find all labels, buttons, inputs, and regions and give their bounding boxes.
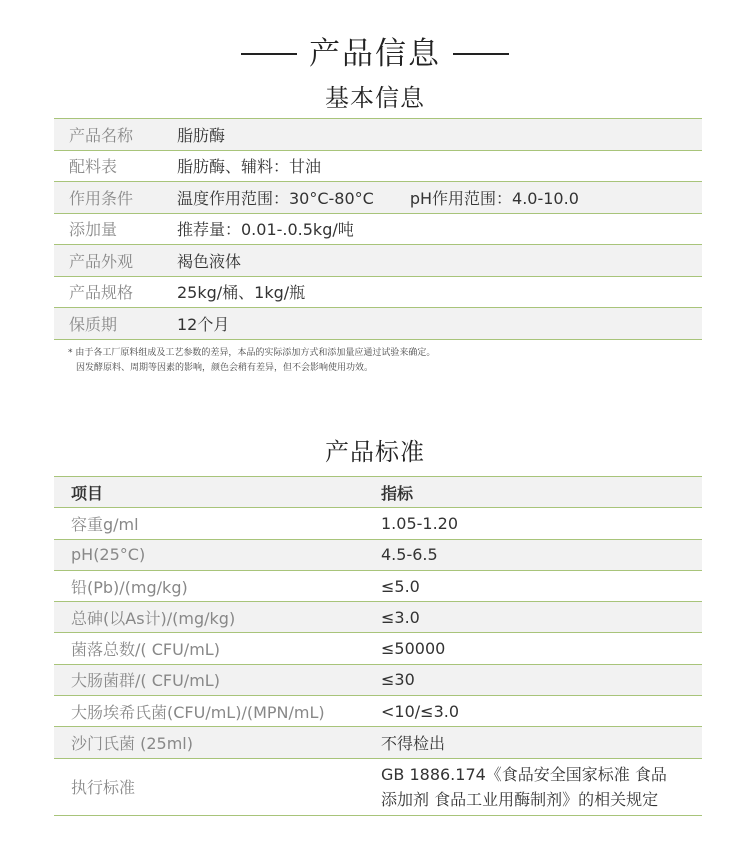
standard-line-1: GB 1886.174《食品安全国家标准 食品 [381, 764, 667, 784]
table-row [54, 727, 702, 758]
standard-table [54, 476, 702, 816]
row-index: 1.05-1.20 [381, 508, 702, 539]
row-value [177, 182, 702, 214]
row-index: ≤50000 [381, 633, 702, 664]
row-value: 褐色液体 [177, 245, 702, 277]
row-key: 产品规格 [54, 276, 177, 308]
row-index: 不得检出 [381, 727, 702, 758]
row-key: 保质期 [54, 308, 177, 340]
title-dash-right [453, 53, 509, 55]
row-key: 产品外观 [54, 245, 177, 277]
row-value: 脂肪酶、辅料：甘油 [177, 150, 702, 182]
row-value: 脂肪酶 [177, 119, 702, 151]
basic-info-table [54, 118, 702, 340]
header-index: 指标 [381, 477, 702, 508]
page-title [0, 28, 750, 73]
row-index [381, 758, 702, 815]
table-row [54, 633, 702, 664]
row-index: ≤30 [381, 664, 702, 695]
table-row [54, 758, 702, 815]
row-value: 25kg/桶、1kg/瓶 [177, 276, 702, 308]
table-row [54, 664, 702, 695]
table-row [54, 696, 702, 727]
header-item: 项目 [54, 477, 381, 508]
row-key: 添加量 [54, 213, 177, 245]
row-item: 总砷(以As计)/(mg/kg) [54, 602, 381, 633]
row-key: 配料表 [54, 150, 177, 182]
table-row [54, 508, 702, 539]
table-row [54, 213, 702, 245]
table-row [54, 308, 702, 340]
row-value: 12个月 [177, 308, 702, 340]
row-item: pH(25°C) [54, 539, 381, 570]
table-row [54, 276, 702, 308]
row-index: 4.5-6.5 [381, 539, 702, 570]
table-row [54, 182, 702, 214]
row-item: 菌落总数/( CFU/mL) [54, 633, 381, 664]
row-key: 产品名称 [54, 119, 177, 151]
standard-line-2: 添加剂 食品工业用酶制剂》的相关规定 [381, 789, 659, 809]
row-index: <10/≤3.0 [381, 696, 702, 727]
table-row [54, 570, 702, 601]
footnote [68, 346, 435, 376]
page-title-text: 产品信息 [309, 36, 441, 72]
table-row [54, 150, 702, 182]
basic-info-heading: 基本信息 [325, 84, 425, 112]
table-row [54, 245, 702, 277]
row-index: ≤3.0 [381, 602, 702, 633]
row-item: 沙门氏菌 (25ml) [54, 727, 381, 758]
table-row [54, 539, 702, 570]
row-item: 执行标准 [54, 758, 381, 815]
row-index: ≤5.0 [381, 570, 702, 601]
footnote-line-2: 因发酵原料、周期等因素的影响，颜色会稍有差异，但不会影响使用功效。 [76, 363, 374, 373]
table-header-row [54, 477, 702, 508]
table-row [54, 602, 702, 633]
row-item: 大肠埃希氏菌(CFU/mL)/(MPN/mL) [54, 696, 381, 727]
row-item: 容重g/ml [54, 508, 381, 539]
row-value: 推荐量：0.01-.0.5kg/吨 [177, 213, 702, 245]
row-item: 大肠菌群/( CFU/mL) [54, 664, 381, 695]
standard-heading: 产品标准 [325, 438, 425, 466]
footnote-line-1: * 由于各工厂原料组成及工艺参数的差异，本品的实际添加方式和添加量应通过试验来确定。 [68, 348, 436, 358]
title-dash-left [241, 53, 297, 55]
row-item: 铅(Pb)/(mg/kg) [54, 570, 381, 601]
table-row [54, 119, 702, 151]
row-key: 作用条件 [54, 182, 177, 214]
ph-range: pH作用范围：4.0-10.0 [409, 188, 579, 208]
temperature-range: 温度作用范围：30°C-80°C [177, 188, 374, 208]
